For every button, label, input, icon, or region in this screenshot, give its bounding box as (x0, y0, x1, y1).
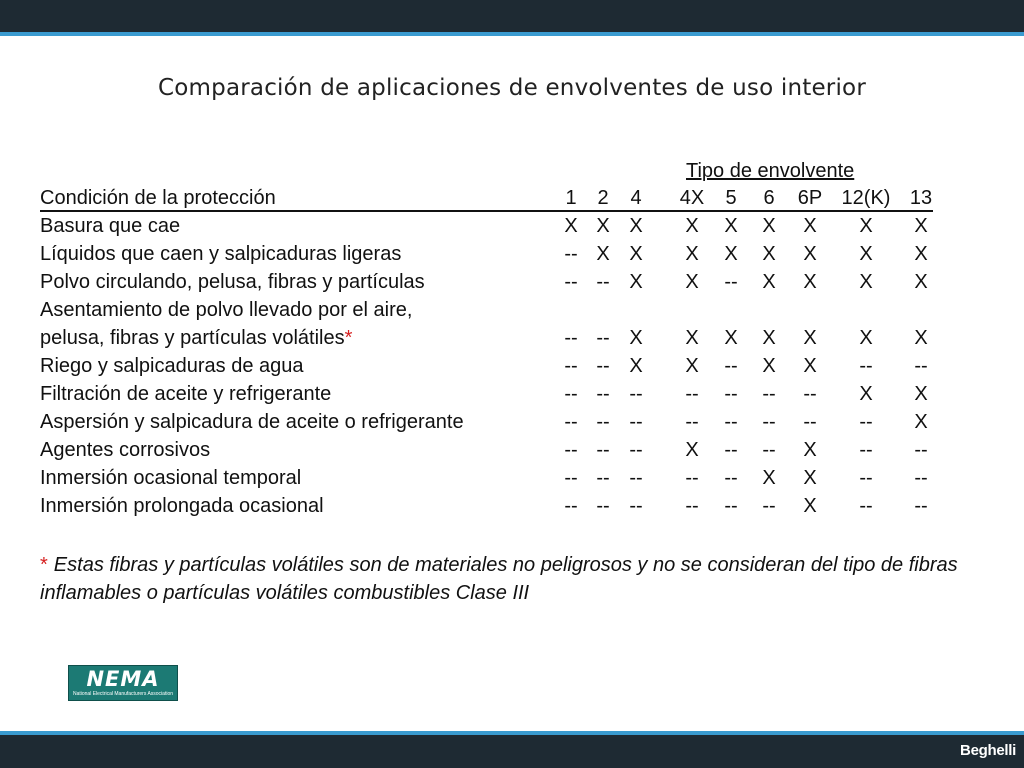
table-cell: X (629, 243, 643, 265)
table-cell: X (803, 271, 817, 293)
footnote-mark: * (40, 554, 48, 576)
table-cell: -- (629, 439, 643, 461)
table-cell: X (685, 327, 699, 349)
row-label: Basura que cae (40, 215, 181, 237)
table-cell: X (803, 439, 817, 461)
row-label: Filtración de aceite y refrigerante (40, 383, 332, 405)
table-cell: -- (724, 355, 738, 377)
table-cell: X (724, 243, 738, 265)
table-cell: X (724, 327, 738, 349)
table-cell: -- (685, 411, 699, 433)
column-header: 5 (725, 187, 737, 209)
table-cell: -- (914, 467, 928, 489)
table-cell: -- (724, 271, 738, 293)
top-accent-line (0, 32, 1024, 36)
table-cell: X (762, 215, 776, 237)
table-cell: X (762, 243, 776, 265)
footnote-text: Estas fibras y partículas volátiles son de materiales no peligrosos y no se consideran del tipo de fibras inflamables o partículas volátiles combustibles Clase III (40, 554, 958, 604)
table-cell: X (803, 467, 817, 489)
table-cell: X (859, 327, 873, 349)
table-cell: X (803, 215, 817, 237)
enclosure-type-header: Tipo de envolvente (686, 160, 855, 182)
table-cell: X (803, 327, 817, 349)
table-cell: X (914, 215, 928, 237)
table-cell: X (596, 243, 610, 265)
table-cell: -- (762, 383, 776, 405)
table-cell: -- (685, 383, 699, 405)
table-cell: -- (803, 411, 817, 433)
column-header: 1 (565, 187, 577, 209)
table-cell: X (859, 243, 873, 265)
table-cell: X (629, 271, 643, 293)
table-cell: X (629, 327, 643, 349)
table-cell: -- (564, 411, 578, 433)
row-label: Inmersión ocasional temporal (40, 467, 302, 489)
table-cell: -- (564, 467, 578, 489)
table-cell: -- (596, 411, 610, 433)
row-label: Agentes corrosivos (40, 439, 211, 461)
condition-header: Condición de la protección (40, 187, 276, 209)
table-cell: -- (762, 439, 776, 461)
table-cell: -- (629, 495, 643, 517)
table-cell: -- (914, 439, 928, 461)
asterisk-mark: * (344, 327, 353, 349)
table-cell: -- (596, 355, 610, 377)
row-label: Inmersión prolongada ocasional (40, 495, 324, 517)
table-cell: -- (685, 467, 699, 489)
table-cell: -- (859, 439, 873, 461)
table-cell: -- (724, 467, 738, 489)
table-cell: X (762, 271, 776, 293)
table-cell: -- (564, 383, 578, 405)
table-cell: -- (596, 467, 610, 489)
table-cell: -- (629, 383, 643, 405)
table-cell: -- (914, 355, 928, 377)
table-cell: -- (564, 355, 578, 377)
table-cell: -- (914, 495, 928, 517)
table-cell: X (685, 215, 699, 237)
column-header: 6P (797, 187, 823, 209)
column-header: 6 (763, 187, 775, 209)
table-cell: X (685, 439, 699, 461)
table-cell: X (629, 215, 643, 237)
bottom-bar (0, 735, 1024, 768)
nema-logo-subtext: National Electrical Manufacturers Association (72, 691, 174, 697)
nema-logo-text: NEMA (86, 667, 160, 691)
table-cell: X (685, 355, 699, 377)
table-cell: X (724, 215, 738, 237)
table-cell: -- (724, 411, 738, 433)
table-cell: -- (596, 383, 610, 405)
table-cell: -- (629, 467, 643, 489)
table-cell: -- (859, 355, 873, 377)
row-label: Líquidos que caen y salpicaduras ligeras (40, 243, 402, 265)
table-cell: -- (859, 411, 873, 433)
table-cell: -- (596, 271, 610, 293)
table-cell: X (762, 355, 776, 377)
table-cell: -- (564, 243, 578, 265)
top-bar (0, 0, 1024, 32)
table-cell: -- (596, 495, 610, 517)
table-cell: -- (596, 439, 610, 461)
table-cell: -- (564, 439, 578, 461)
column-header: 2 (597, 187, 609, 209)
table-cell: -- (685, 495, 699, 517)
nema-logo (68, 665, 178, 701)
table-cell: -- (596, 327, 610, 349)
table-cell: X (859, 215, 873, 237)
table-cell: -- (564, 495, 578, 517)
table-cell: X (914, 383, 928, 405)
table-cell: X (859, 383, 873, 405)
table-cell: X (914, 243, 928, 265)
table-cell: -- (859, 495, 873, 517)
table-cell: -- (564, 327, 578, 349)
table-cell: X (685, 271, 699, 293)
column-header: 4 (630, 187, 642, 209)
table-cell: -- (724, 495, 738, 517)
table-cell: -- (762, 411, 776, 433)
brand-logo: Beghelli (960, 742, 1016, 759)
table-cell: -- (762, 495, 776, 517)
table-cell: X (803, 495, 817, 517)
table-cell: -- (629, 411, 643, 433)
row-label: Aspersión y salpicadura de aceite o refrigerante (40, 411, 464, 433)
table-cell: X (914, 327, 928, 349)
table-cell: X (914, 411, 928, 433)
table-cell: -- (724, 383, 738, 405)
table-cell: -- (803, 383, 817, 405)
table-cell: X (629, 355, 643, 377)
table-cell: X (762, 327, 776, 349)
table-cell: X (564, 215, 578, 237)
row-label: Asentamiento de polvo llevado por el aire, (40, 299, 413, 321)
table-cell: X (803, 243, 817, 265)
table-cell: X (685, 243, 699, 265)
table-cell: -- (859, 467, 873, 489)
row-label-continued: pelusa, fibras y partículas volátiles* (40, 327, 353, 349)
table-cell: X (762, 467, 776, 489)
header-rule (40, 210, 933, 212)
footnote (40, 551, 1000, 607)
column-header: 12(K) (841, 187, 891, 209)
table-cell: X (803, 355, 817, 377)
table-cell: X (859, 271, 873, 293)
slide-title: Comparación de aplicaciones de envolventes de uso interior (158, 75, 866, 101)
table-cell: X (914, 271, 928, 293)
table-cell: -- (724, 439, 738, 461)
column-header: 4X (679, 187, 705, 209)
row-label: Riego y salpicaduras de agua (40, 355, 304, 377)
column-header: 13 (909, 187, 933, 209)
table-cell: -- (564, 271, 578, 293)
table-cell: X (596, 215, 610, 237)
row-label: Polvo circulando, pelusa, fibras y partículas (40, 271, 425, 293)
